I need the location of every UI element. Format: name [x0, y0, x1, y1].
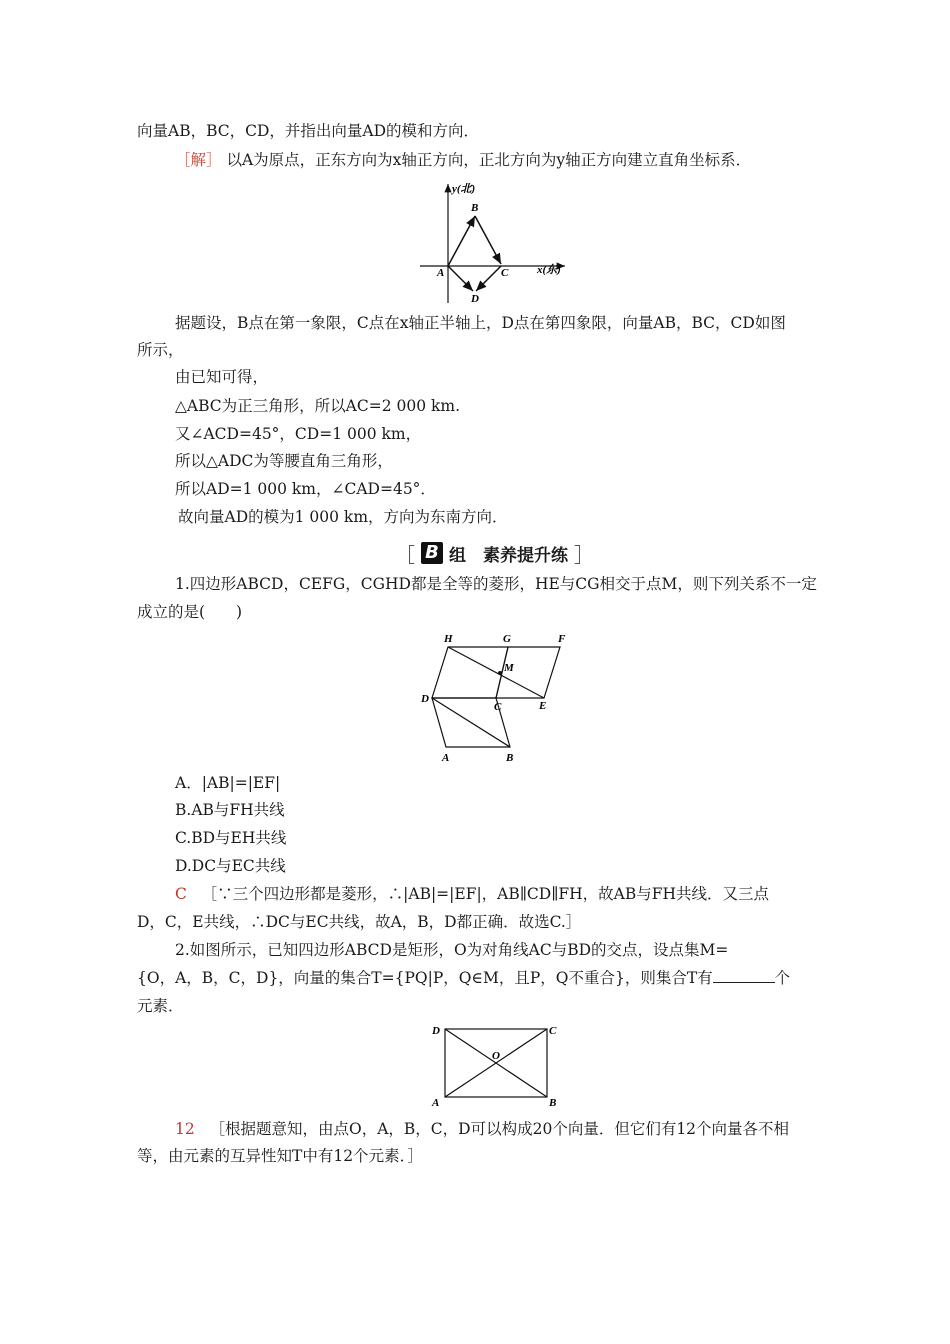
- q2-solution-2: 等，由元素的互异性知T中有12个元素．］: [137, 1147, 423, 1165]
- text-line-7: 又∠ACD=45°，CD=1 000 km，: [175, 425, 422, 443]
- q1-solution-text-1: ［∵三个四边形都是菱形，∴|AB|=|EF|，AB∥CD∥FH，故AB与FH共线．又三点: [201, 885, 770, 903]
- vector-cd: [476, 266, 501, 291]
- label-o: O: [492, 1050, 500, 1062]
- label-a: A: [437, 267, 445, 279]
- q1-solution-2: D，C，E共线，∴DC与EC共线，故A，B，D都正确．故选C.］: [137, 913, 582, 931]
- label-e: E: [539, 700, 547, 712]
- section-title: 组 素养提升练: [449, 545, 568, 566]
- segment-he: [448, 647, 544, 698]
- q2-answer-blank: [713, 968, 775, 983]
- coordinate-figure: [415, 178, 575, 306]
- q2-stem-2: [137, 968, 790, 988]
- q1-option-c: C.BD与EH共线: [175, 829, 287, 847]
- vector-bc: [475, 216, 501, 264]
- label-b: B: [549, 1097, 557, 1108]
- label-f: F: [558, 633, 566, 645]
- point-m: [498, 671, 502, 675]
- solution-line-1: [175, 150, 751, 170]
- y-axis-label: y(北): [452, 183, 476, 195]
- q2-answer: 12: [175, 1120, 195, 1138]
- label-g: G: [503, 633, 511, 645]
- text-line-8: 所以△ADC为等腰直角三角形，: [175, 452, 393, 470]
- label-c: C: [501, 267, 509, 279]
- q1-option-d: D.DC与EC共线: [175, 857, 286, 875]
- text-line-1: 向量AB，BC，CD，并指出向量AD的模和方向．: [137, 122, 480, 140]
- vector-ab: [448, 216, 475, 266]
- solution-text: 以A为原点，正东方向为x轴正方向，正北方向为y轴正方向建立直角坐标系．: [226, 151, 752, 169]
- label-c: C: [494, 701, 502, 713]
- label-b: B: [506, 752, 514, 764]
- rectangle-figure: [425, 1020, 565, 1108]
- q1-option-a: A．|AB|=|EF|: [175, 774, 281, 792]
- rhombus-figure: [416, 628, 574, 768]
- header-open-bracket: ［: [395, 542, 415, 567]
- q2-stem-2-tail: 个: [774, 969, 791, 987]
- label-a: A: [432, 1097, 440, 1108]
- vector-ad: [448, 266, 473, 291]
- label-d: D: [471, 293, 479, 305]
- text-line-4: 所示，: [137, 341, 184, 359]
- q2-stem-2-text: {O，A，B，C，D}，向量的集合T={PQ|P，Q∈M，且P，Q不重合}，则集合T有: [137, 969, 713, 987]
- group-badge: B: [421, 542, 443, 564]
- q1-option-b: B.AB与FH共线: [175, 801, 285, 819]
- q2-solution-text-1: ［根据题意知，由点O，A，B，C，D可以构成20个向量．但它们有12个向量各不相: [209, 1120, 790, 1138]
- label-c: C: [549, 1025, 557, 1037]
- label-b: B: [471, 202, 479, 214]
- q1-answer: C: [175, 885, 187, 903]
- section-header: [395, 540, 595, 566]
- text-line-10: 故向量AD的模为1 000 km，方向为东南方向．: [178, 508, 508, 526]
- q1-stem-1: 1.四边形ABCD，CEFG，CGHD都是全等的菱形，HE与CG相交于点M，则下列关系不一定: [175, 575, 817, 593]
- label-a: A: [442, 752, 450, 764]
- label-h: H: [444, 633, 453, 645]
- q1-solution-1: [175, 884, 769, 904]
- q2-solution-1: [175, 1119, 789, 1139]
- x-axis-label: x(东): [537, 264, 561, 276]
- text-line-9: 所以AD=1 000 km，∠CAD=45°．: [175, 480, 436, 498]
- text-line-3: 据题设，B点在第一象限，C点在x轴正半轴上，D点在第四象限，向量AB，BC，CD如图: [175, 314, 786, 332]
- q1-stem-2: 成立的是( ): [137, 603, 243, 621]
- label-d: D: [432, 1025, 440, 1037]
- header-close-bracket: ］: [574, 542, 594, 567]
- solution-tag: ［解］: [175, 151, 222, 169]
- text-line-6: △ABC为正三角形，所以AC=2 000 km.: [175, 397, 461, 415]
- label-m: M: [504, 662, 514, 674]
- label-d: D: [421, 693, 429, 705]
- q2-stem-1: 2.如图所示，已知四边形ABCD是矩形，O为对角线AC与BD的交点，设点集M=: [175, 941, 729, 959]
- text-line-5: 由已知可得，: [175, 368, 269, 386]
- q2-stem-3: 元素．: [137, 997, 184, 1015]
